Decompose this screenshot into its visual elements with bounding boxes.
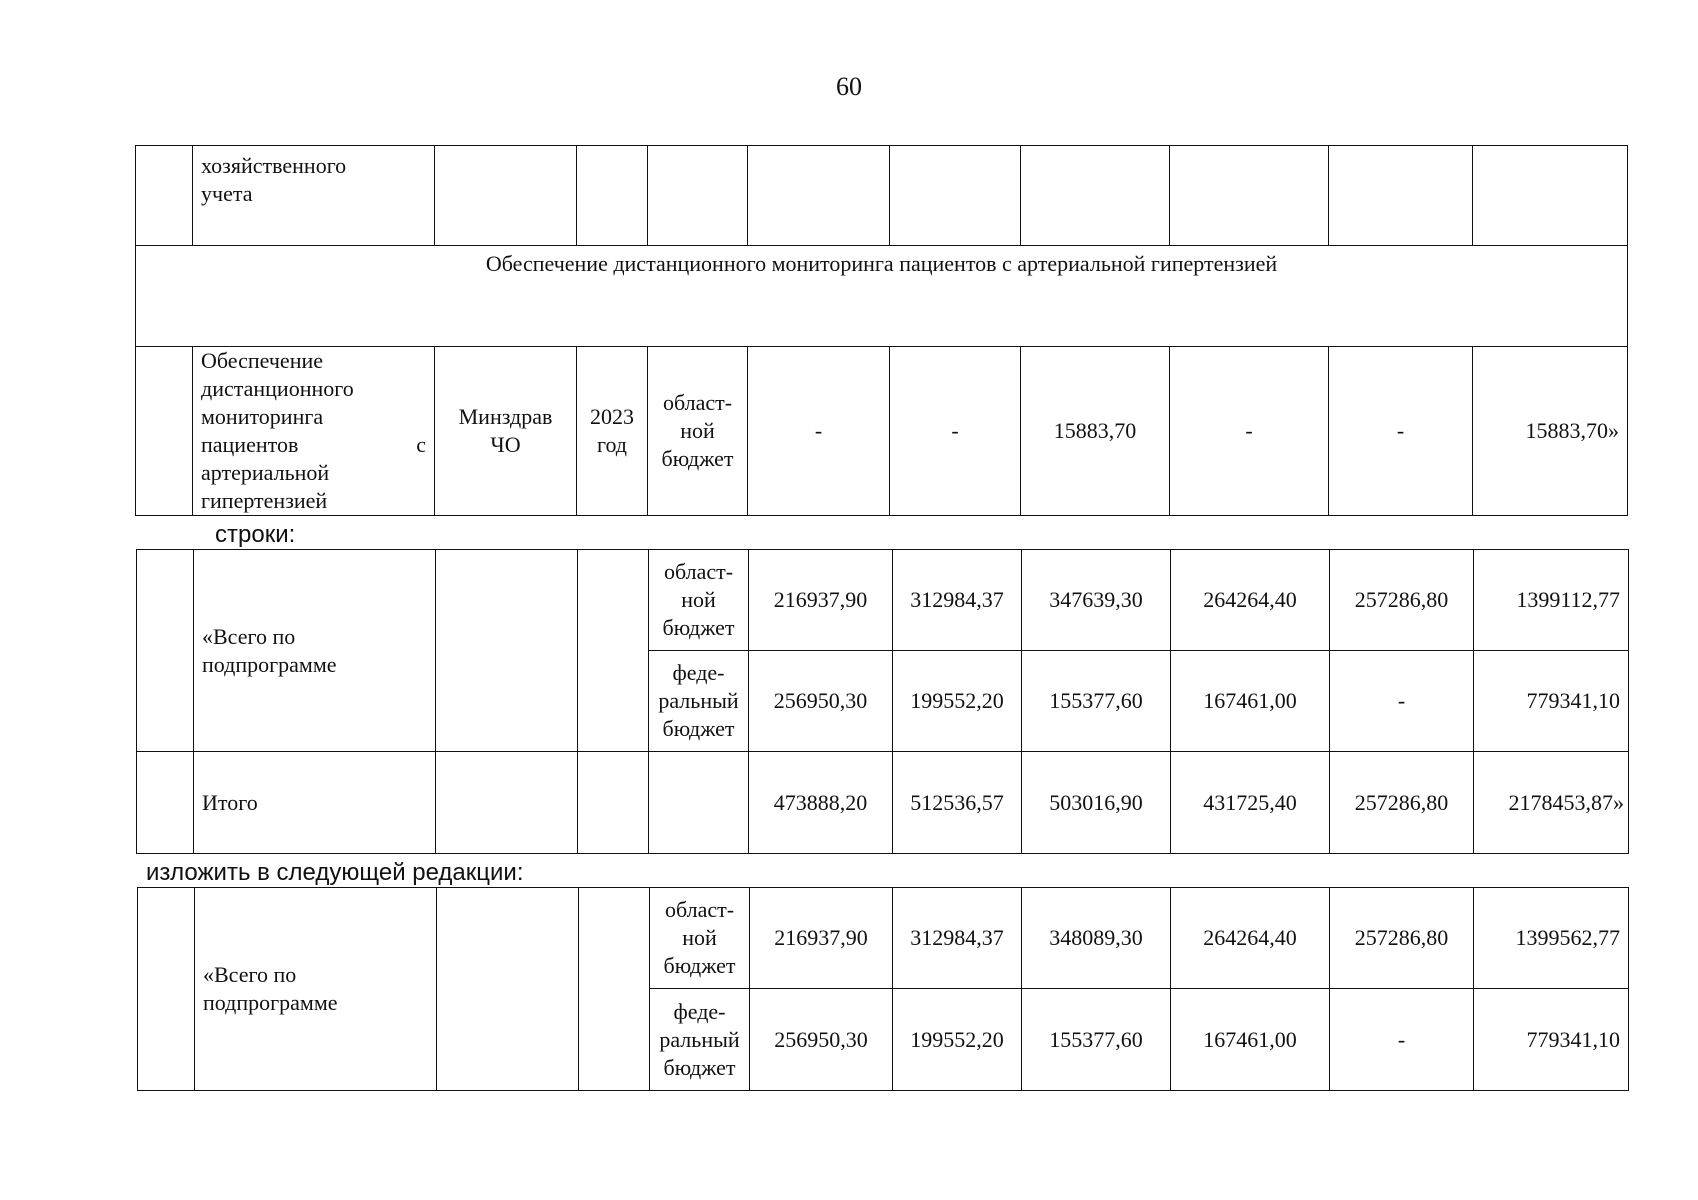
- cell-index: [137, 752, 194, 854]
- label-line: подпрограмме: [203, 990, 338, 1015]
- label-line: подпрограмме: [202, 651, 337, 677]
- name-word: с: [416, 432, 426, 457]
- section-title-row: [136, 246, 1628, 347]
- cell-value: 216937,90: [750, 888, 893, 989]
- source-line: ной: [680, 418, 715, 443]
- note-lines: строки:: [215, 521, 296, 548]
- cell-index: [138, 888, 195, 1091]
- cell-index: [136, 146, 193, 246]
- cell-year: [577, 347, 648, 516]
- name-line: Обеспечение: [201, 348, 323, 373]
- cell-empty: [577, 146, 648, 246]
- cell-source: [648, 347, 748, 516]
- source-line: ной: [682, 925, 717, 950]
- cell-empty: [1473, 146, 1628, 246]
- cell-empty: [649, 752, 749, 854]
- cell-value: -: [1330, 989, 1474, 1091]
- cell-empty: [435, 146, 577, 246]
- cell-value: -: [1330, 651, 1474, 752]
- cell-value: 312984,37: [893, 888, 1022, 989]
- cell-name: [193, 146, 435, 246]
- name-line: учета: [201, 181, 253, 206]
- cell-value: 347639,30: [1022, 550, 1171, 651]
- cell-value: 155377,60: [1022, 651, 1171, 752]
- source-line: бюджет: [663, 1054, 736, 1080]
- cell-value: 256950,30: [749, 651, 893, 752]
- name-line: артериальной: [201, 460, 330, 485]
- cell-source: [650, 989, 750, 1091]
- total-row: [137, 752, 1629, 854]
- cell-total-label: Итого: [194, 752, 436, 854]
- cell-value: 779341,10: [1474, 651, 1629, 752]
- table-row: [137, 550, 1629, 651]
- executor-line: Минздрав: [458, 404, 553, 429]
- table-row: [136, 347, 1628, 516]
- cell-empty: [1021, 146, 1170, 246]
- cell-source: [649, 550, 749, 651]
- cell-value: 155377,60: [1022, 989, 1171, 1091]
- name-line: дистанционного: [201, 376, 354, 401]
- cell-empty: [436, 752, 578, 854]
- name-line: [201, 431, 426, 459]
- cell-value: 512536,57: [893, 752, 1022, 854]
- table-row: [138, 888, 1629, 989]
- cell-value: 264264,40: [1171, 550, 1330, 651]
- cell-name: [193, 347, 435, 516]
- cell-value: 264264,40: [1171, 888, 1330, 989]
- source-line: бюджет: [661, 446, 734, 471]
- cell-value: 167461,00: [1171, 989, 1330, 1091]
- table-new-totals: [137, 887, 1629, 1091]
- cell-value: 779341,10: [1474, 989, 1629, 1091]
- cell-value: 199552,20: [893, 651, 1022, 752]
- cell-value: 199552,20: [893, 989, 1022, 1091]
- cell-value: 473888,20: [749, 752, 893, 854]
- source-line: ной: [681, 587, 716, 612]
- label-line: «Всего по: [203, 962, 297, 987]
- cell-source: [649, 651, 749, 752]
- cell-label: [195, 888, 437, 1091]
- source-line: феде-: [673, 998, 726, 1024]
- cell-value: 431725,40: [1171, 752, 1330, 854]
- cell-empty: [648, 146, 748, 246]
- cell-value: 312984,37: [893, 550, 1022, 651]
- cell-value: 1399112,77: [1474, 550, 1629, 651]
- name-line: хозяйственного: [201, 153, 347, 178]
- table-activity: [135, 145, 1628, 516]
- cell-value: 348089,30: [1022, 888, 1171, 989]
- cell-value: 216937,90: [749, 550, 893, 651]
- source-line: област-: [663, 559, 734, 584]
- page-number: 60: [836, 72, 862, 101]
- cell-executor: [435, 347, 577, 516]
- note-new-edition: изложить в следующей редакции:: [146, 859, 524, 886]
- cell-empty: [578, 752, 649, 854]
- cell-index: [137, 550, 194, 752]
- cell-source: [650, 888, 750, 989]
- cell-value: -: [1170, 347, 1329, 516]
- source-line: бюджет: [663, 953, 736, 978]
- cell-empty: [437, 888, 579, 1091]
- cell-value: -: [890, 347, 1021, 516]
- cell-empty: [890, 146, 1021, 246]
- cell-value: 167461,00: [1171, 651, 1330, 752]
- source-line: област-: [664, 897, 735, 922]
- cell-empty: [579, 888, 650, 1091]
- section-title: Обеспечение дистанционного мониторинга пациентов с артериальной гипертензией: [136, 246, 1628, 347]
- source-line: ральный: [658, 688, 739, 713]
- cell-label: [194, 550, 436, 752]
- name-line: мониторинга: [201, 404, 324, 429]
- cell-value: -: [1329, 347, 1473, 516]
- cell-value: 256950,30: [750, 989, 893, 1091]
- cell-value: 1399562,77: [1474, 888, 1629, 989]
- cell-value: 503016,90: [1022, 752, 1171, 854]
- name-line: гипертензией: [201, 488, 328, 513]
- cell-value: 15883,70: [1021, 347, 1170, 516]
- cell-value: 257286,80: [1330, 888, 1474, 989]
- cell-empty: [1170, 146, 1329, 246]
- source-line: феде-: [672, 660, 725, 685]
- name-word: пациентов: [201, 432, 299, 457]
- cell-empty: [578, 550, 649, 752]
- cell-value: 15883,70»: [1473, 347, 1628, 516]
- cell-value: 2178453,87»: [1474, 752, 1629, 854]
- cell-empty: [748, 146, 890, 246]
- cell-value: -: [748, 347, 890, 516]
- cell-value: 257286,80: [1330, 752, 1474, 854]
- source-line: ральный: [659, 1026, 740, 1052]
- year-line: 2023: [590, 404, 634, 429]
- source-line: бюджет: [662, 615, 735, 640]
- label-line: «Всего по: [202, 623, 296, 649]
- year-line: год: [596, 432, 628, 457]
- cell-empty: [436, 550, 578, 752]
- source-line: област-: [662, 390, 733, 415]
- table-old-totals: [136, 549, 1629, 854]
- executor-line: ЧО: [490, 432, 521, 457]
- table-row: [136, 146, 1628, 246]
- source-line: бюджет: [662, 716, 735, 741]
- cell-empty: [1329, 146, 1473, 246]
- cell-index: [136, 347, 193, 516]
- cell-value: 257286,80: [1330, 550, 1474, 651]
